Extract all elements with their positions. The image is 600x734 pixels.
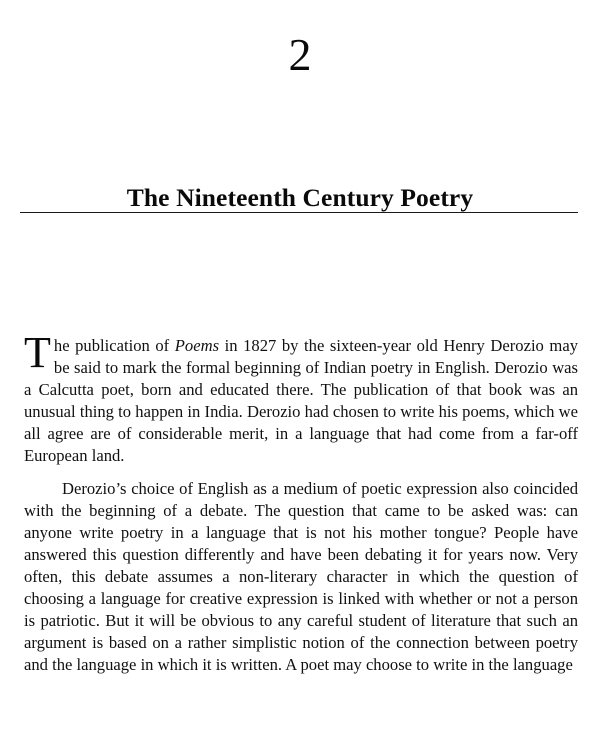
paragraph-1-italic-title: Poems [174, 336, 220, 355]
title-divider-rule [20, 212, 578, 213]
chapter-number: 2 [288, 29, 312, 80]
paragraph-1 [24, 328, 578, 468]
paragraph-1-segment-rest: in 1827 by the sixteen-year old Henry Derozio may be said to mark the formal beginning of Indian poetry in English. Derozio was a Calcutta poet, born and educated there. The publication of that book was an unusual thing to happen in India. Derozio had chosen to write his poems, which we all agree are of considerable merit, in a language that had come from a far-off European land. [24, 336, 578, 466]
body-text-block [24, 328, 578, 676]
paragraph-2-text: Derozio’s choice of English as a medium of poetic expression also coincided with the beginning of a debate. The question that came to be asked was: can anyone write poetry in a language that is not his mother tongue? People have answered this question differently and have been debating it for years now. Very often, this debate assumes a non-literary character in which the question of choosing a language for creative expression is linked with whether or not a person is patriotic. But it will be obvious to any careful student of literature that such an argument is based on a rather simplistic notion of the connection between poetry and the language in which it is written. A poet may choose to write in the language [24, 478, 578, 675]
chapter-title: The Nineteenth Century Poetry [126, 183, 474, 213]
page-bottom-clip [0, 726, 600, 734]
paragraph-2 [24, 478, 578, 677]
paragraph-1-segment-lead: he publication of [53, 336, 175, 355]
drop-cap-letter: T [24, 328, 51, 377]
